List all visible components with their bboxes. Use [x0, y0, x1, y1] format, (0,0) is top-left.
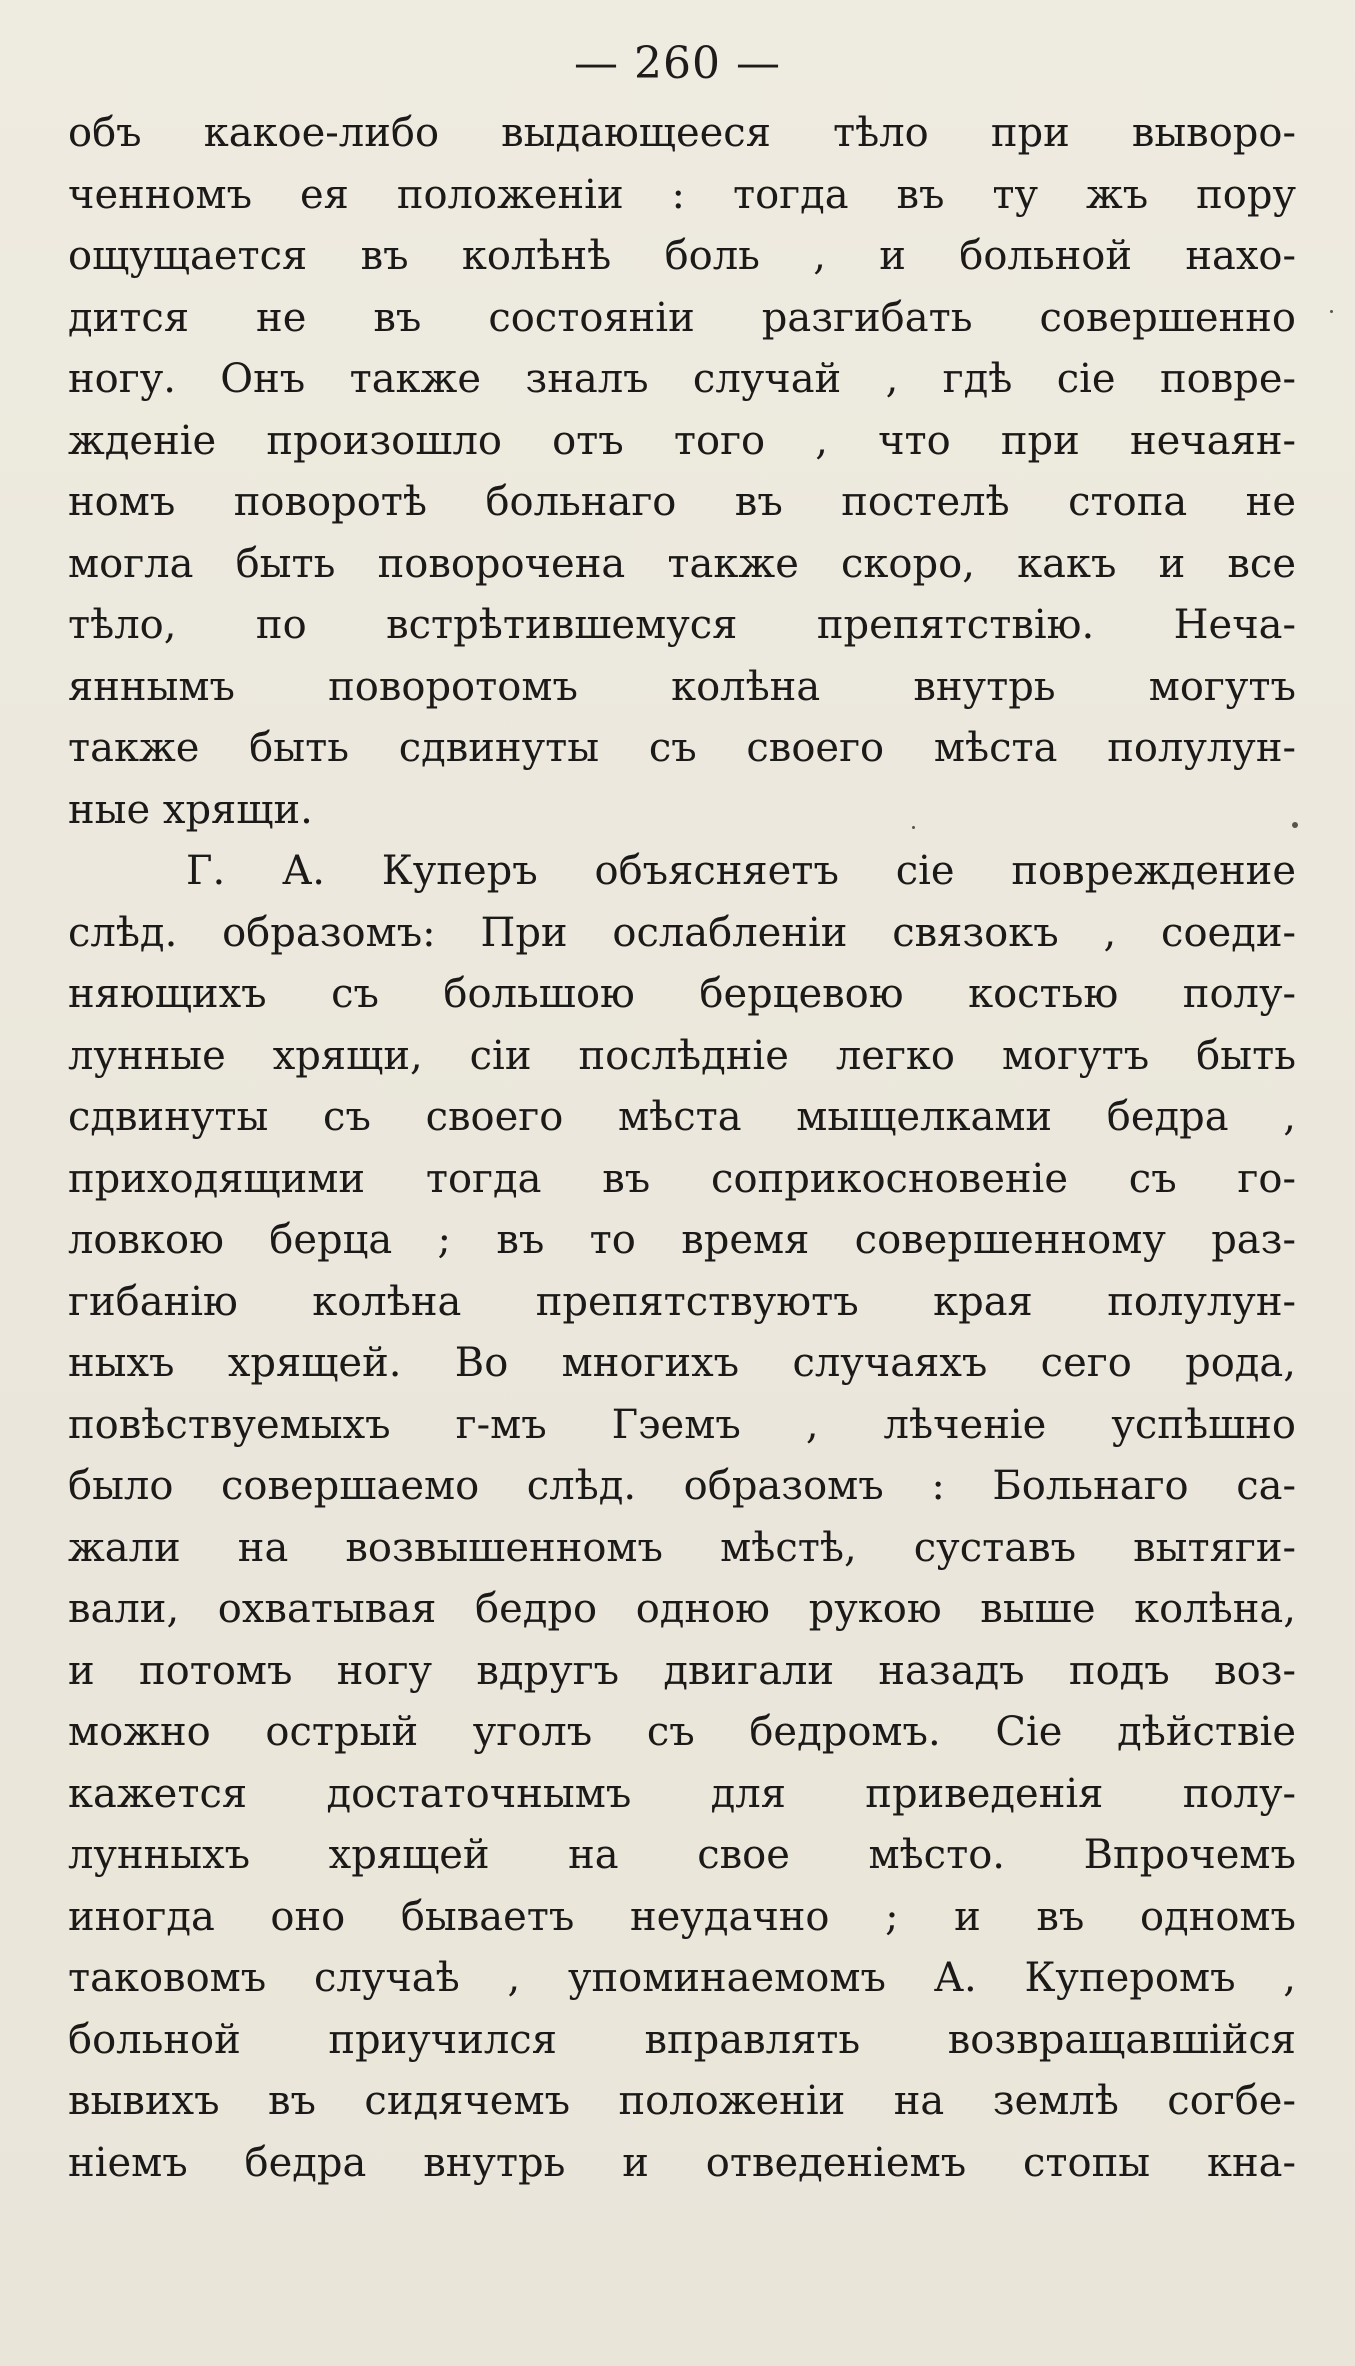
text-line: можно острый уголъ съ бедромъ. Сіе дѣйствіе: [68, 1709, 1296, 1755]
text-line: лунныхъ хрящей на свое мѣсто. Впрочемъ: [68, 1832, 1296, 1878]
text-line: ловкою берца ; въ то время совершенному раз-: [68, 1217, 1296, 1263]
text-line: лунные хрящи, сіи послѣдніе легко могутъ быть: [68, 1032, 1296, 1079]
text-line: также быть сдвинуты съ своего мѣста полулун-: [68, 725, 1296, 771]
text-line: повѣствуемыхъ г-мъ Гэемъ , лѣченіе успѣшно: [68, 1401, 1296, 1448]
text-line: сдвинуты съ своего мѣста мыщелками бедра ,: [68, 1094, 1296, 1140]
text-line: дится не въ состояніи разгибать совершенно: [68, 294, 1296, 341]
paper-speck: [1292, 822, 1298, 828]
text-line: тѣло, по встрѣтившемуся препятствію. Неча-: [68, 602, 1296, 648]
text-line: больной приучился вправлять возвращавшійся: [68, 2016, 1296, 2063]
text-line: гибанію колѣна препятствуютъ края полулун-: [68, 1278, 1296, 1325]
text-line: жденіе произошло отъ того , что при нечаян-: [68, 417, 1296, 464]
text-line: няющихъ съ большою берцевою костью полу-: [68, 971, 1296, 1017]
text-line: слѣд. образомъ: При ослабленіи связокъ , соеди-: [68, 909, 1296, 956]
paper-speck: [912, 826, 915, 829]
text-line: ногу. Онъ также зналъ случай , гдѣ сіе повре-: [68, 356, 1296, 402]
text-line: было совершаемо слѣд. образомъ : Больнаго са-: [68, 1463, 1296, 1509]
text-line: таковомъ случаѣ , упоминаемомъ А. Куперомъ ,: [68, 1955, 1296, 2001]
text-line: могла быть поворочена также скоро, какъ и все: [68, 540, 1296, 587]
paper-speck: [1330, 310, 1333, 313]
text-line: ныхъ хрящей. Во многихъ случаяхъ сего рода,: [68, 1340, 1296, 1386]
text-line: вывихъ въ сидячемъ положеніи на землѣ согбе-: [68, 2078, 1296, 2124]
text-line: кажется достаточнымъ для приведенія полу-: [68, 1770, 1296, 1817]
text-line: ніемъ бедра внутрь и отведеніемъ стопы кна-: [68, 2139, 1296, 2186]
text-line: иногда оно бываетъ неудачно ; и въ одномъ: [68, 1893, 1296, 1940]
text-line-paragraph-start: Г. А. Куперъ объясняетъ сіе повреждение: [186, 848, 1296, 894]
page-number-header: — 260 —: [574, 38, 781, 89]
text-line: ченномъ ея положеніи : тогда въ ту жъ пору: [68, 171, 1296, 218]
text-line: яннымъ поворотомъ колѣна внутрь могутъ: [68, 663, 1296, 710]
text-line: жали на возвышенномъ мѣстѣ, суставъ вытяги-: [68, 1524, 1296, 1571]
text-line: объ какое-либо выдающееся тѣло при выворо-: [68, 110, 1296, 156]
text-line-paragraph-end: ные хрящи.: [68, 786, 313, 833]
text-line: приходящими тогда въ соприкосновеніе съ го-: [68, 1155, 1296, 1202]
text-line: ощущается въ колѣнѣ боль , и больной нахо-: [68, 233, 1296, 279]
body-text: [68, 103, 1296, 2194]
text-line: номъ поворотѣ больнаго въ постелѣ стопа не: [68, 479, 1296, 525]
text-line: вали, охватывая бедро одною рукою выше колѣна,: [68, 1586, 1296, 1632]
text-line: и потомъ ногу вдругъ двигали назадъ подъ воз-: [68, 1647, 1296, 1694]
